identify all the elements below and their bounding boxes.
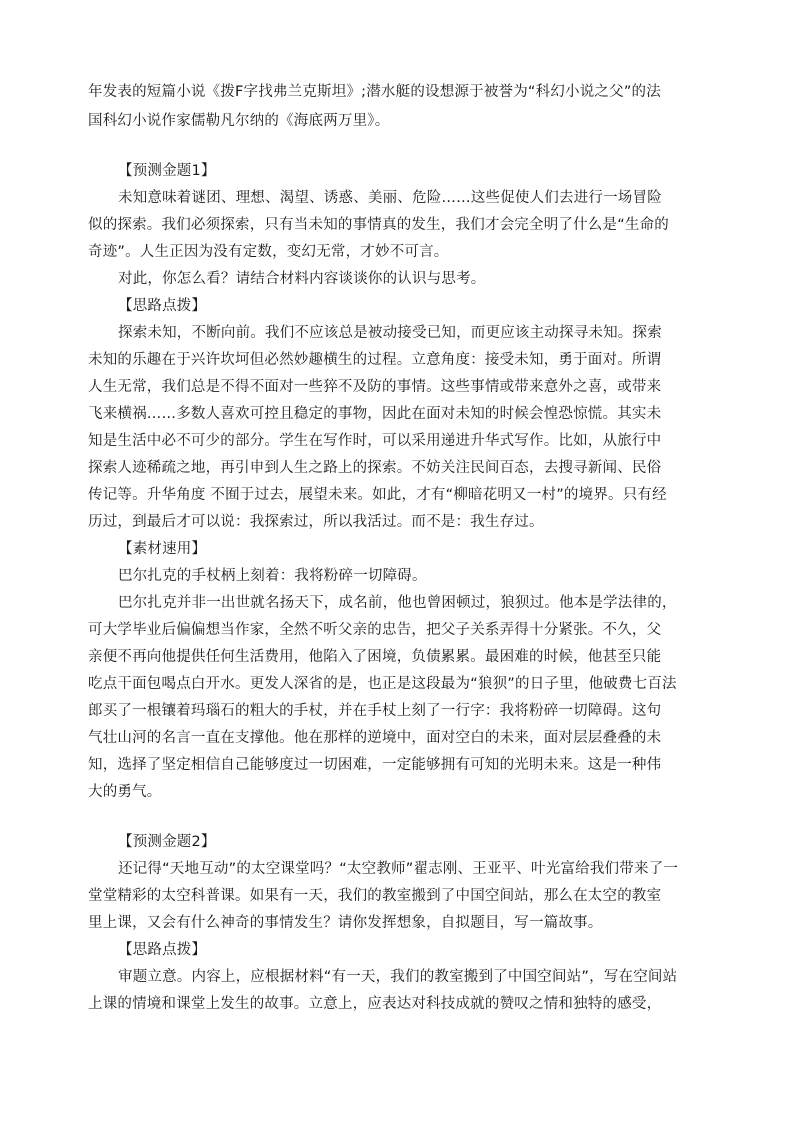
text-line: 巴尔扎克并非一出世就名扬天下，成名前，他也曾困顿过，狼狈过。他本是学法律的， [118,595,677,611]
text-line: 飞来横祸……多数人喜欢可控且稳定的事物，因此在面对未知的时候会惶恐惊慌。其实未 [88,406,662,422]
section-heading: 【素材速用】 [118,541,207,557]
section-heading: 【思路点拨】 [118,298,207,314]
text-line: 还记得“天地互动”的太空课堂吗？“太空教师”翟志刚、王亚平、叶光富给我们带来了一 [118,861,679,877]
text-line: 年发表的短篇小说《拨F字找弗兰克斯坦》;潜水艇的设想源于被誉为“科幻小说之父”的法 [88,84,661,100]
text-line: 亲便不再向他提供任何生活费用，他陷入了困境，负债累累。最困难的时候，他甚至只能 [88,649,662,665]
text-line: 里上课，又会有什么神奇的事情发生？请你发挥想象，自拟题目，写一篇故事。 [88,915,603,931]
text-line: 上课的情境和课堂上发生的故事。立意上，应表达对科技成就的赞叹之情和独特的感受， [88,996,662,1012]
text-line: 大的勇气。 [88,784,162,800]
text-line: 吃点干面包喝点白开水。更发人深省的是，也正是这段最为“狼狈”的日子里，他破费七百法 [88,676,677,692]
text-line: 似的探索。我们必须探索，只有当未知的事情真的发生，我们才会完全明了什么是“生命的 [88,217,670,233]
text-line: 传记等。升华角度 不囿于过去，展望未来。如此，才有“柳暗花明又一村”的境界。只有经 [88,487,667,503]
text-line: 奇迹”。人生正因为没有定数，变幻无常，才妙不可言。 [88,244,449,260]
section-heading: 【预测金题2】 [118,834,216,850]
text-line: 国科幻小说作家儒勒凡尔纳的《海底两万里》。 [88,113,390,129]
text-line: 气壮山河的名言一直在支撑他。他在那样的逆境中，面对空白的未来，面对层层叠叠的未 [88,730,662,746]
text-line: 堂堂精彩的太空科普课。如果有一天，我们的教室搬到了中国空间站，那么在太空的教室 [88,888,662,904]
text-line: 巴尔扎克的手杖柄上刻着：我将粉碎一切障碍。 [118,568,427,584]
text-line: 人生无常，我们总是不得不面对一些猝不及防的事情。这些事情或带来意外之喜，或带来 [88,379,662,395]
section-heading: 【预测金题1】 [118,163,216,179]
text-line: 可大学毕业后偏偏想当作家，全然不听父亲的忠告，把父子关系弄得十分紧张。不久，父 [88,622,662,638]
text-line: 未知的乐趣在于兴许坎坷但必然妙趣横生的过程。立意角度：接受未知，勇于面对。所谓 [88,352,662,368]
text-line: 郎买了一根镶着玛瑙石的粗大的手杖，并在手杖上刻了一行字：我将粉碎一切障碍。这句 [88,703,662,719]
text-line: 知是生活中必不可少的部分。学生在写作时，可以采用递进升华式写作。比如，从旅行中 [88,433,662,449]
text-line: 未知意味着谜团、理想、渴望、诱惑、美丽、危险……这些促使人们去进行一场冒险 [118,190,662,206]
text-line: 历过，到最后才可以说：我探索过，所以我活过。而不是：我生存过。 [88,514,544,530]
text-line: 探索未知，不断向前。我们不应该总是被动接受已知，而更应该主动探寻未知。探索 [118,325,662,341]
text-line: 对此，你怎么看？请结合材料内容谈谈你的认识与思考。 [118,271,486,287]
text-line: 审题立意。内容上，应根据材料“有一天，我们的教室搬到了中国空间站”，写在空间站 [118,969,678,985]
text-line: 探索人迹稀疏之地，再引申到人生之路上的探索。不妨关注民间百态，去搜寻新闻、民俗 [88,460,662,476]
section-heading: 【思路点拨】 [118,942,207,958]
text-line: 知，选择了坚定相信自己能够度过一切困难，一定能够拥有可知的光明未来。这是一种伟 [88,757,662,773]
